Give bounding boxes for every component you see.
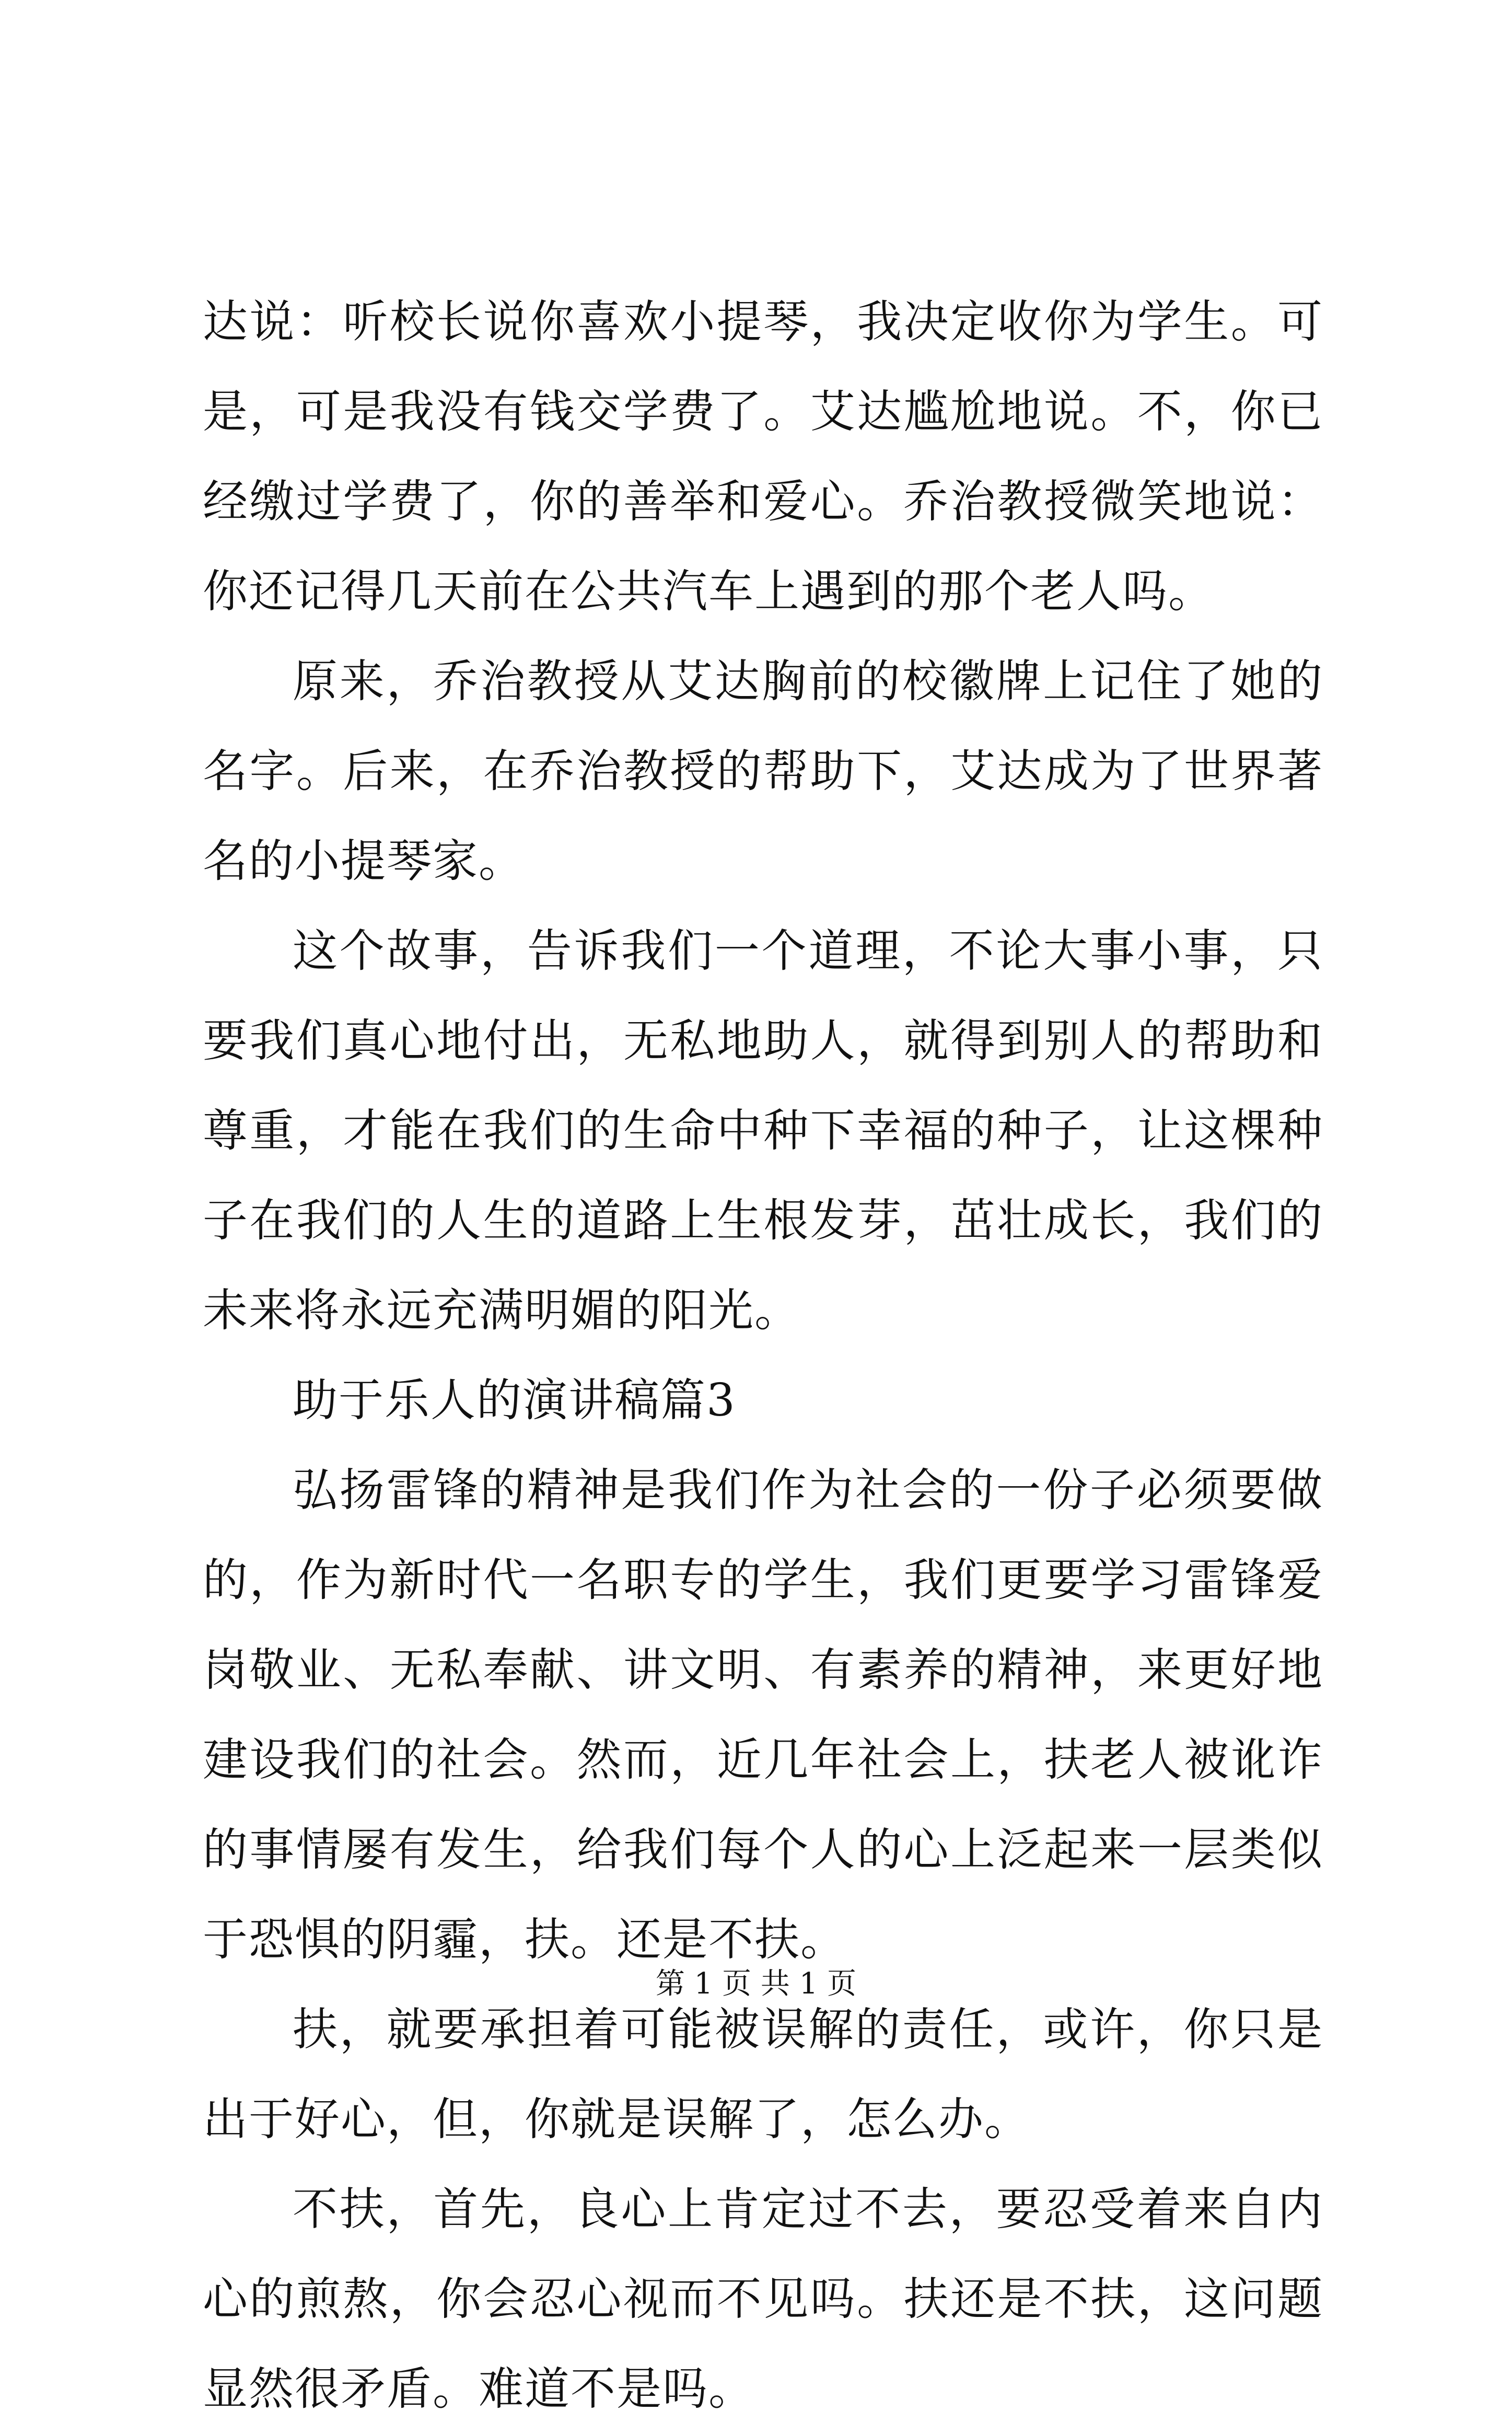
page-footer: 第 1 页 共 1 页 [655,1967,857,2001]
paragraph-story-ending: 原来，乔治教授从艾达胸前的校徽牌上记住了她的名字。后来，在乔治教授的帮助下，艾达成为了世界著名的小提琴家。 [203,655,1323,887]
document-body [203,277,1323,2434]
paragraph-not-help: 不扶，首先，良心上肯定过不去，要忍受着来自内心的煎熬，你会忍心视而不见吗。扶还是不扶，这问题显然很矛盾。难道不是吗。 [203,2183,1323,2415]
paragraph-story-moral: 这个故事，告诉我们一个道理，不论大事小事，只要我们真心地付出，无私地助人，就得到别人的帮助和尊重，才能在我们的生命中种下幸福的种子，让这棵种子在我们的人生的道路上生根发芽，茁壮成长，我们的未来将永远充满明媚的阳光。 [203,925,1323,1337]
paragraph-continuation: 达说：听校长说你喜欢小提琴，我决定收你为学生。可是，可是我没有钱交学费了。艾达尴尬地说。不，你已经缴过学费了，你的善举和爱心。乔治教授微笑地说：你还记得几天前在公共汽车上遇到的那个老人吗。 [203,296,1323,618]
section-heading: 助于乐人的演讲稿篇3 [293,1374,736,1427]
paragraph-lei-feng: 弘扬雷锋的精神是我们作为社会的一份子必须要做的，作为新时代一名职专的学生，我们更要学习雷锋爱岗敬业、无私奉献、讲文明、有素养的精神，来更好地建设我们的社会。然而，近几年社会上，扶老人被讹诈的事情屡有发生，给我们每个人的心上泛起来一层类似于恐惧的阴霾，扶。还是不扶。 [203,1464,1323,1966]
paragraph-help: 扶，就要承担着可能被误解的责任，或许，你只是出于好心，但，你就是误解了，怎么办。 [203,2003,1323,2146]
